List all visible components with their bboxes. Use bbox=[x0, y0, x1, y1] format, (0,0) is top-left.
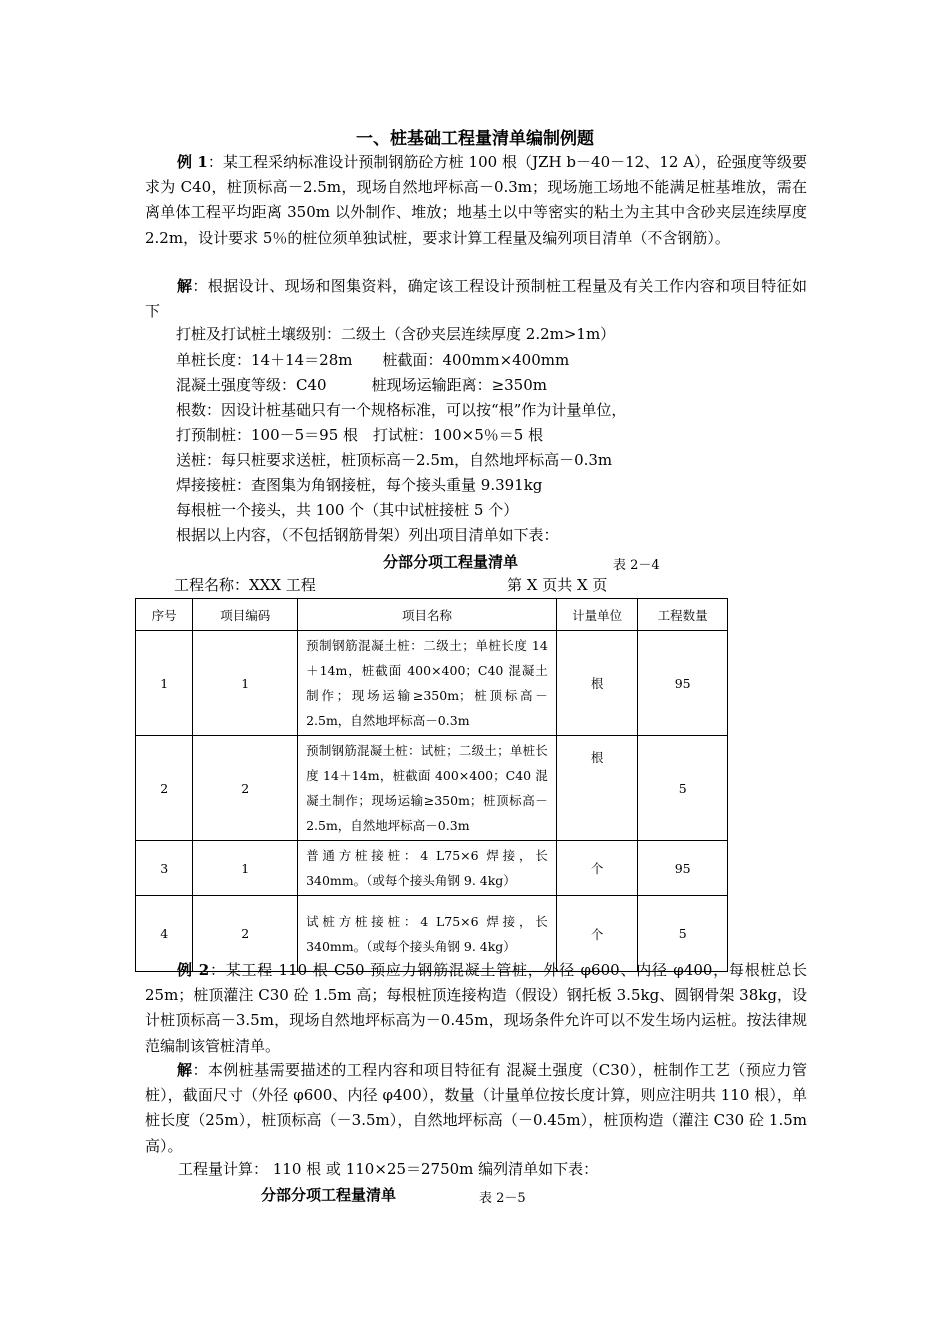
spec-line-welding: 焊接接桩：查图集为角钢接桩，每个接头重量 9.391kg bbox=[176, 476, 543, 494]
cell-qty: 95 bbox=[638, 841, 728, 896]
cell-unit: 个 bbox=[556, 841, 638, 896]
spec-line-intro: 根据以上内容，（不包括钢筋骨架）列出项目清单如下表： bbox=[176, 526, 559, 544]
spec-line-driving: 打预制桩：100－5＝95 根 打试桩：100×5％＝5 根 bbox=[176, 426, 544, 444]
page-title: 一、桩基础工程量清单编制例题 bbox=[356, 129, 594, 149]
header-unit: 计量单位 bbox=[556, 599, 638, 631]
table-row bbox=[136, 631, 728, 736]
cell-code: 2 bbox=[193, 736, 298, 841]
cell-no: 3 bbox=[136, 841, 193, 896]
calc-line: 工程量计算： 110 根 或 110×25＝2750m 编列清单如下表： bbox=[178, 1160, 599, 1178]
spec-line-soil: 打桩及打试桩土壤级别：二级土（含砂夹层连续厚度 2.2m>1m） bbox=[176, 325, 616, 343]
table-1-number: 表 2－4 bbox=[613, 558, 660, 573]
table-row bbox=[136, 736, 728, 841]
cell-qty: 95 bbox=[638, 631, 728, 736]
header-no: 序号 bbox=[136, 599, 193, 631]
quantity-table bbox=[135, 598, 728, 972]
header-qty: 工程数量 bbox=[638, 599, 728, 631]
cell-code: 2 bbox=[193, 896, 298, 972]
cell-no: 4 bbox=[136, 896, 193, 972]
cell-name: 试桩方桩接桩：4 L75×6 焊接，长 340mm。（或每个接头角钢 9. 4kg） bbox=[298, 896, 557, 972]
cell-qty: 5 bbox=[638, 896, 728, 972]
example-2-label: 例 2 bbox=[177, 961, 210, 979]
table-2-caption: 分部分项工程量清单 bbox=[261, 1186, 397, 1204]
table-1-caption: 分部分项工程量清单 bbox=[383, 553, 519, 571]
solution-2-text: ：本例桩基需要描述的工程内容和项目特征有 混凝土强度（C30），桩制作工艺（预应力管桩），截面尺寸（外径 φ600、内径 φ400），数量（计量单位按长度计算，则应注明共 110 根），单桩长度（25m），桩顶标高（－3.5m），自然地坪标高（－0.45m），桩顶构造（灌注 C30 砼 1.5m 高）。 bbox=[145, 1061, 807, 1155]
table-header-row bbox=[136, 599, 728, 631]
cell-no: 2 bbox=[136, 736, 193, 841]
cell-unit: 根 bbox=[556, 631, 638, 736]
cell-name: 普通方桩接桩：4 L75×6 焊接，长 340mm。（或每个接头角钢 9. 4kg） bbox=[298, 841, 557, 896]
example-1-label: 例 1 bbox=[177, 153, 208, 171]
cell-code: 1 bbox=[193, 631, 298, 736]
spec-line-sending: 送桩：每只桩要求送桩，桩顶标高－2.5m，自然地坪标高－0.3m bbox=[176, 451, 613, 469]
cell-unit: 个 bbox=[556, 896, 638, 972]
cell-no: 1 bbox=[136, 631, 193, 736]
solution-1-text: ：根据设计、现场和图集资料，确定该工程设计预制桩工程量及有关工作内容和项目特征如下 bbox=[145, 277, 807, 321]
table-row bbox=[136, 841, 728, 896]
header-code: 项目编码 bbox=[193, 599, 298, 631]
spec-line-length: 单桩长度：14＋14＝28m 桩截面：400mm×400mm bbox=[176, 351, 570, 369]
example-1-paragraph bbox=[145, 150, 807, 251]
cell-code: 1 bbox=[193, 841, 298, 896]
solution-1-label: 解 bbox=[177, 277, 193, 295]
cell-qty: 5 bbox=[638, 736, 728, 841]
cell-name: 预制钢筋混凝土桩：试桩；二级土；单桩长度 14＋14m，桩截面 400×400；C40 混凝土制作；现场运输≥350m；桩顶标高－2.5m，自然地坪标高－0.3m bbox=[298, 736, 557, 841]
example-1-text: ：某工程采纳标准设计预制钢筋砼方桩 100 根（JZH b－40－12、12 A），砼强度等级要求为 C40，桩顶标高－2.5m，现场自然地坪标高－0.3m；现场施工场地不能满足桩基堆放，需在离单体工程平均距离 350m 以外制作、堆放；地基土以中等密实的粘土为主其中含砂夹层连续厚度 2.2m，设计要求 5％的桩位须单独试桩，要求计算工程量及编列项目清单（不含钢筋）。 bbox=[145, 153, 807, 247]
spec-line-joints: 每根桩一个接头，共 100 个（其中试桩接桩 5 个） bbox=[176, 501, 519, 519]
cell-name: 预制钢筋混凝土桩：二级土；单桩长度 14＋14m，桩截面 400×400；C40 混凝土制作；现场运输≥350m；桩顶标高－2.5m，自然地坪标高－0.3m bbox=[298, 631, 557, 736]
table-1-page-info: 第 X 页共 X 页 bbox=[507, 576, 608, 594]
solution-2-label: 解 bbox=[177, 1061, 193, 1079]
table-2-number: 表 2－5 bbox=[479, 1191, 526, 1206]
spec-line-concrete: 混凝土强度等级：C40 桩现场运输距离：≥350m bbox=[176, 376, 547, 394]
solution-2-paragraph bbox=[145, 1058, 807, 1159]
cell-unit: 根 bbox=[556, 736, 638, 841]
example-2-paragraph bbox=[145, 958, 807, 1059]
spec-line-count: 根数：因设计桩基础只有一个规格标准，可以按“根”作为计量单位， bbox=[176, 401, 627, 419]
solution-1-paragraph bbox=[145, 274, 807, 324]
table-1-project-name: 工程名称：XXX 工程 bbox=[174, 576, 316, 594]
example-2-text: ：某工程 110 根 C50 预应力钢筋混凝土管桩，外径 φ600、内径 φ400，每根桩总长 25m；桩顶灌注 C30 砼 1.5m 高；每根桩顶连接构造（假设）钢托板 3.5kg、圆钢骨架 38kg，设计桩顶标高－3.5m，现场自然地坪标高为－0.45m，现场条件允许可以不发生场内运桩。按法律规范编制该管桩清单。 bbox=[145, 961, 807, 1055]
header-name: 项目名称 bbox=[298, 599, 557, 631]
